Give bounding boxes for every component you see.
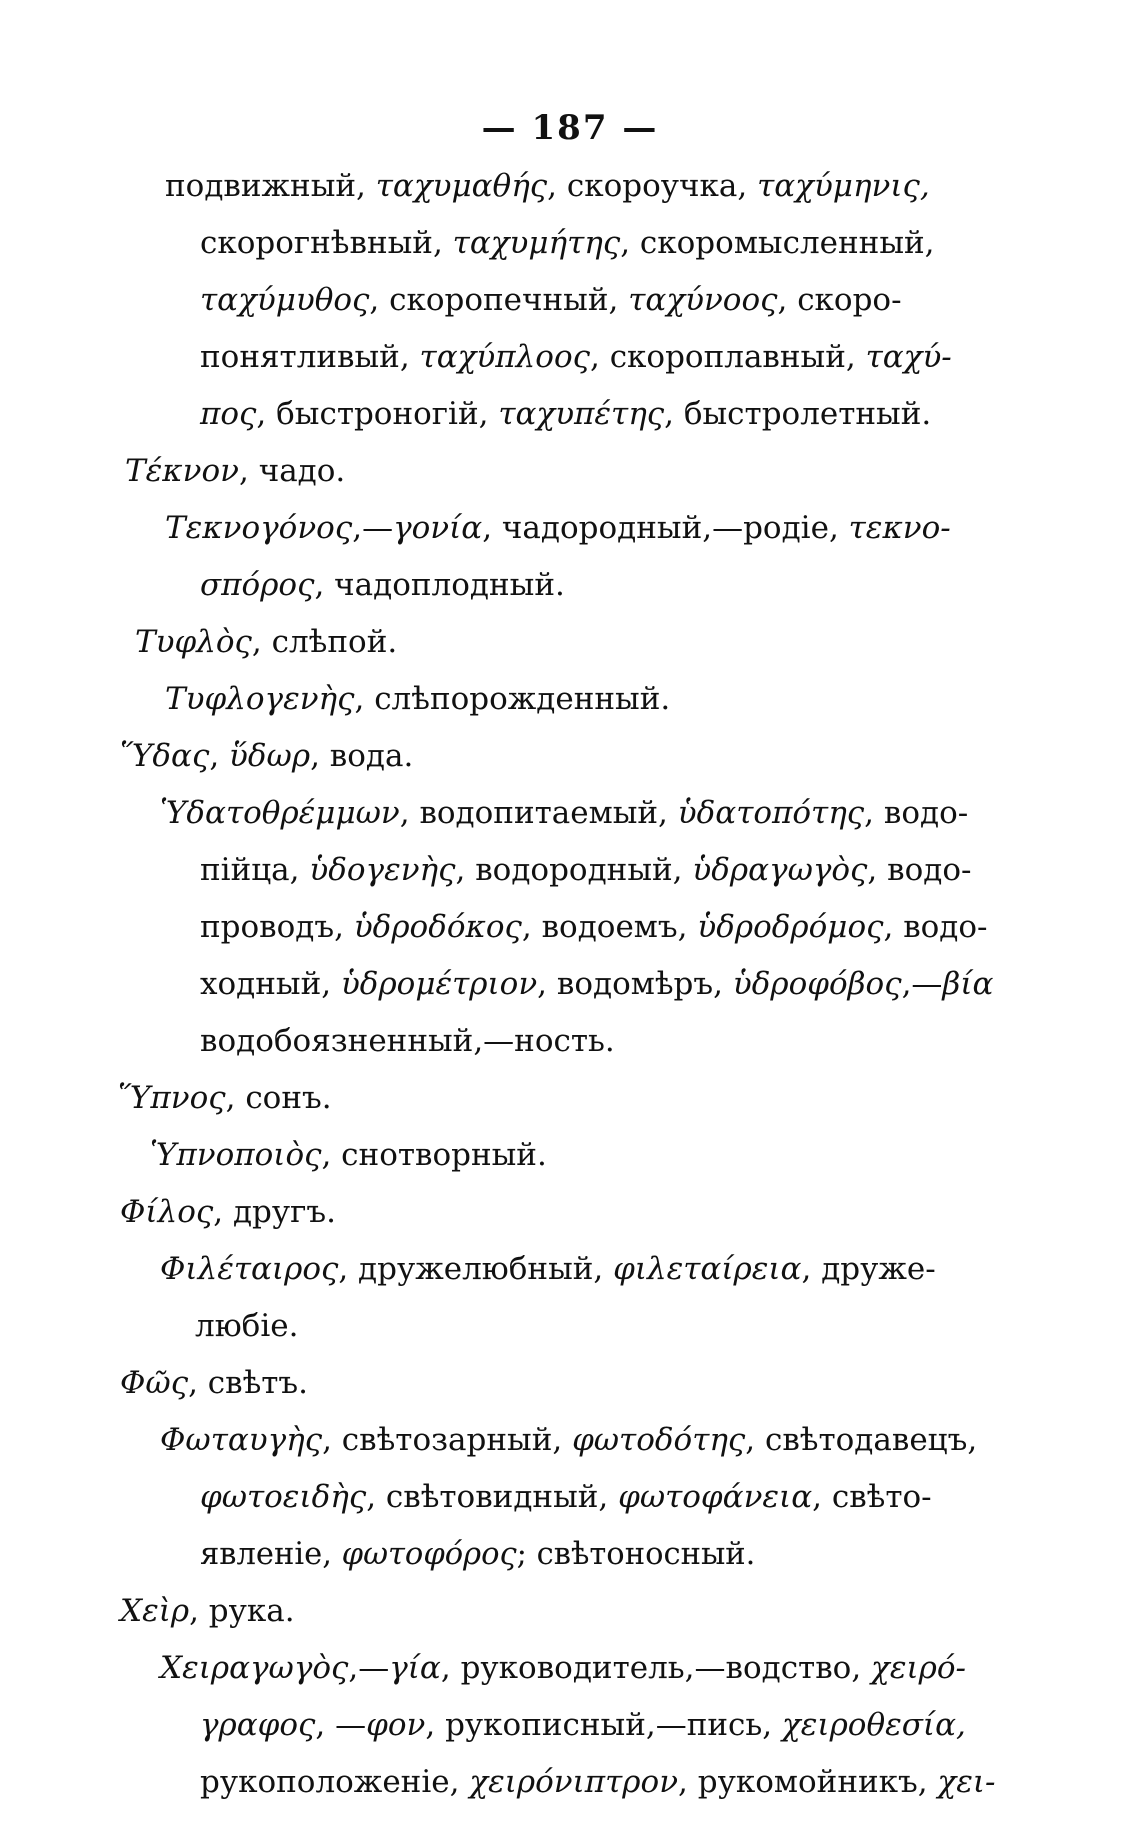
russian-text: , вода. bbox=[310, 738, 414, 774]
russian-text: , сонъ. bbox=[225, 1080, 332, 1116]
page-number: — 187 — bbox=[481, 108, 659, 148]
text-line bbox=[200, 272, 902, 328]
russian-text: , рукописный,—пись, bbox=[425, 1707, 782, 1743]
russian-text: , водомѣръ, bbox=[537, 966, 733, 1002]
russian-text: , чадоплодный. bbox=[314, 567, 565, 603]
russian-text: , свѣтовидный, bbox=[366, 1479, 619, 1515]
russian-text: , водородный, bbox=[455, 852, 693, 888]
russian-text: , чадородный,—родіе, bbox=[482, 510, 849, 546]
text-line bbox=[125, 443, 345, 499]
text-line bbox=[200, 899, 988, 955]
greek-term: φωτοδότης bbox=[572, 1422, 746, 1458]
russian-text: рукоположеніе, bbox=[200, 1764, 470, 1800]
greek-term: ὑδροδρόμος bbox=[697, 909, 884, 945]
text-line bbox=[200, 1697, 966, 1753]
greek-term: ταχυπέτης bbox=[498, 396, 665, 432]
greek-term: ταχύνοος bbox=[628, 282, 778, 318]
russian-text: , скороучка, bbox=[547, 168, 758, 204]
greek-term: Ὕδας bbox=[120, 738, 210, 774]
russian-text: явленіе, bbox=[200, 1536, 342, 1572]
russian-text: , слѣпой. bbox=[251, 624, 398, 660]
greek-term: χειροθεσία, bbox=[782, 1707, 966, 1743]
russian-text: , bbox=[209, 738, 230, 774]
text-line bbox=[165, 500, 951, 556]
russian-text: , свѣтъ. bbox=[188, 1365, 309, 1401]
greek-term: ταχύμηνις, bbox=[757, 168, 930, 204]
greek-term: Ὑδατοθρέμμων bbox=[160, 795, 400, 831]
russian-text: проводъ, bbox=[200, 909, 354, 945]
greek-term: γονία bbox=[393, 510, 483, 546]
greek-term: Χεὶρ bbox=[120, 1593, 190, 1629]
text-line bbox=[200, 215, 935, 271]
greek-term: ὑδροφόβος bbox=[732, 966, 902, 1002]
text-line bbox=[200, 956, 993, 1012]
russian-text: , друже- bbox=[801, 1251, 936, 1287]
text-line bbox=[200, 386, 931, 442]
russian-text: подвижный, bbox=[165, 168, 376, 204]
russian-text: , быстролетный. bbox=[664, 396, 932, 432]
russian-text: ,— bbox=[901, 966, 943, 1002]
text-line bbox=[160, 1241, 936, 1297]
russian-text: , свѣтодавецъ, bbox=[745, 1422, 978, 1458]
russian-text: , рука. bbox=[189, 1593, 295, 1629]
greek-term: Τεκνογόνος bbox=[165, 510, 353, 546]
greek-term: ὕδωρ bbox=[229, 738, 311, 774]
text-line bbox=[118, 1070, 332, 1126]
text-line bbox=[200, 329, 952, 385]
russian-text: ; свѣтоносный. bbox=[516, 1536, 756, 1572]
greek-term: πος bbox=[200, 396, 257, 432]
russian-text: , свѣтозарный, bbox=[322, 1422, 573, 1458]
greek-term: Ὕπνος bbox=[118, 1080, 226, 1116]
greek-term: βία bbox=[942, 966, 994, 1002]
russian-text: ,— bbox=[352, 510, 394, 546]
greek-term: ταχύμυθος bbox=[200, 282, 370, 318]
greek-term: Φίλος bbox=[120, 1194, 214, 1230]
text-line bbox=[120, 1583, 295, 1639]
greek-term: Φωταυγὴς bbox=[160, 1422, 323, 1458]
russian-text: , скороплавный, bbox=[589, 339, 866, 375]
greek-term: Ὑπνοποιὸς bbox=[150, 1137, 322, 1173]
greek-term: Φιλέταιρος bbox=[160, 1251, 339, 1287]
greek-term: Τυφλογενὴς bbox=[165, 681, 355, 717]
greek-term: γία bbox=[389, 1650, 441, 1686]
greek-term: γραφος bbox=[200, 1707, 316, 1743]
russian-text: пійца, bbox=[200, 852, 310, 888]
russian-text: , чадо. bbox=[239, 453, 346, 489]
russian-text: , рукомойникъ, bbox=[678, 1764, 938, 1800]
russian-text: , руководитель,—водство, bbox=[440, 1650, 872, 1686]
text-line bbox=[150, 1127, 547, 1183]
text-line bbox=[120, 728, 413, 784]
greek-term: Χειραγωγὸς bbox=[160, 1650, 349, 1686]
russian-text: водобоязненный,—ность. bbox=[200, 1023, 615, 1059]
text-line bbox=[160, 1412, 977, 1468]
russian-text: , дружелюбный, bbox=[338, 1251, 614, 1287]
text-line bbox=[135, 614, 397, 670]
greek-term: ταχυμήτης bbox=[452, 225, 621, 261]
greek-term: ταχυμαθής bbox=[375, 168, 548, 204]
greek-term: ὑδογενὴς bbox=[309, 852, 456, 888]
greek-term: Τέκνον bbox=[125, 453, 239, 489]
greek-term: σπόρος bbox=[200, 567, 315, 603]
russian-text: , водо- bbox=[867, 852, 972, 888]
greek-term: ταχύπλοος bbox=[419, 339, 590, 375]
russian-text: , скоро- bbox=[777, 282, 902, 318]
text-line bbox=[200, 842, 971, 898]
greek-term: Φῶς bbox=[120, 1365, 189, 1401]
russian-text: , водо- bbox=[883, 909, 988, 945]
greek-term: χειρόνιπτρον bbox=[469, 1764, 679, 1800]
greek-term: φωτοειδὴς bbox=[200, 1479, 367, 1515]
greek-term: χειρό- bbox=[871, 1650, 966, 1686]
text-line bbox=[195, 1298, 298, 1354]
russian-text: , слѣпорожденный. bbox=[354, 681, 671, 717]
text-line bbox=[120, 1355, 308, 1411]
text-line bbox=[160, 785, 968, 841]
russian-text: , водопитаемый, bbox=[399, 795, 678, 831]
text-line bbox=[120, 1184, 336, 1240]
russian-text: , скоромысленный, bbox=[620, 225, 935, 261]
russian-text: , быстроногій, bbox=[256, 396, 499, 432]
russian-text: , снотворный. bbox=[321, 1137, 547, 1173]
greek-term: Τυφλὸς bbox=[135, 624, 252, 660]
russian-text: скорогнѣвный, bbox=[200, 225, 453, 261]
greek-term: φον bbox=[366, 1707, 426, 1743]
text-line bbox=[200, 1526, 755, 1582]
russian-text: , другъ. bbox=[213, 1194, 336, 1230]
text-line bbox=[165, 158, 930, 214]
greek-term: ὑδραγωγὸς bbox=[692, 852, 868, 888]
greek-term: ὑδατοπότης bbox=[677, 795, 865, 831]
greek-term: φωτοφόρος bbox=[341, 1536, 517, 1572]
greek-term: χει- bbox=[937, 1764, 996, 1800]
russian-text: , водоемъ, bbox=[521, 909, 698, 945]
russian-text: , — bbox=[315, 1707, 367, 1743]
greek-term: ταχύ- bbox=[865, 339, 952, 375]
russian-text: любіе. bbox=[195, 1308, 299, 1344]
greek-term: ὑδροδόκος bbox=[353, 909, 522, 945]
text-line bbox=[200, 1469, 932, 1525]
russian-text: , водо- bbox=[864, 795, 969, 831]
russian-text: , скоропечный, bbox=[369, 282, 629, 318]
russian-text: понятливый, bbox=[200, 339, 420, 375]
greek-term: ὑδρομέτριον bbox=[340, 966, 538, 1002]
text-line bbox=[200, 1013, 615, 1069]
greek-term: φωτοφάνεια bbox=[618, 1479, 813, 1515]
greek-term: τεκνο- bbox=[848, 510, 951, 546]
text-line bbox=[165, 671, 670, 727]
russian-text: ходный, bbox=[200, 966, 341, 1002]
russian-text: , свѣто- bbox=[812, 1479, 932, 1515]
text-line bbox=[200, 1754, 996, 1810]
text-line bbox=[200, 557, 565, 613]
greek-term: φιλεταίρεια bbox=[613, 1251, 802, 1287]
text-line bbox=[160, 1640, 966, 1696]
russian-text: ,— bbox=[348, 1650, 390, 1686]
